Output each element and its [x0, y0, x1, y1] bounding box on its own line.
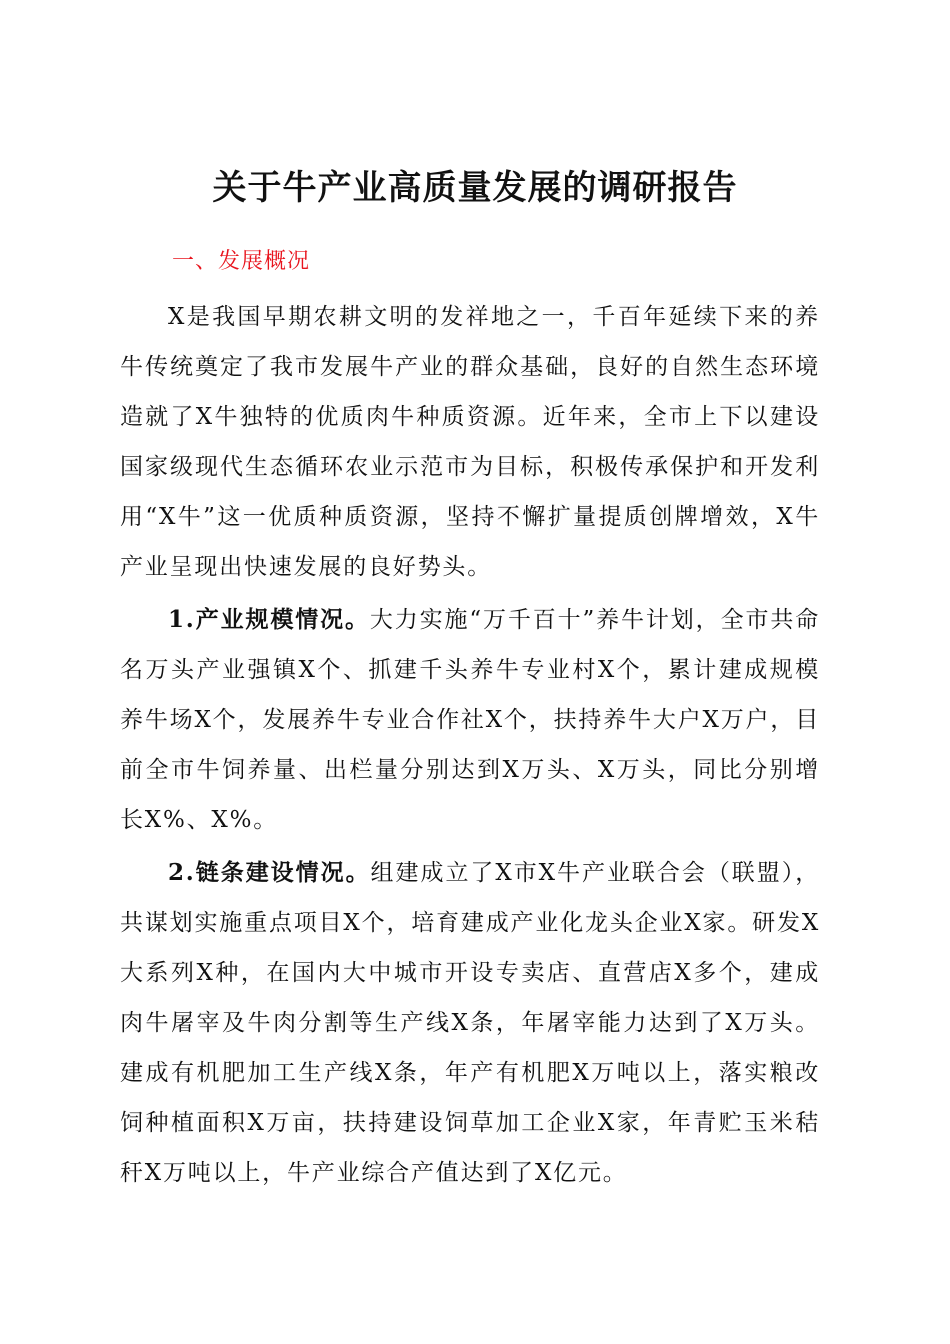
paragraph-chain-construction	[120, 848, 820, 1198]
paragraph-industry-scale	[120, 595, 820, 845]
document-body	[120, 292, 820, 1198]
paragraph-industry-scale-lead: 1.产业规模情况。	[168, 606, 370, 633]
paragraph-chain-construction-lead: 2.链条建设情况。	[168, 859, 371, 886]
paragraph-intro	[120, 292, 820, 592]
section-heading: 一、发展概况	[172, 249, 311, 274]
paragraph-intro-text: X是我国早期农耕文明的发祥地之一，千百年延续下来的养牛传统奠定了我市发展牛产业的群众基础，良好的自然生态环境造就了X牛独特的优质肉牛种质资源。近年来，全市上下以建设国家级现代生态循环农业示范市为目标，积极传承保护和开发利用“X牛”这一优质种质资源，坚持不懈扩量提质创牌增效，X牛产业呈现出快速发展的良好势头。	[120, 304, 820, 580]
paragraph-industry-scale-text: 大力实施“万千百十”养牛计划，全市共命名万头产业强镇X个、抓建千头养牛专业村X个，累计建成规模养牛场X个，发展养牛专业合作社X个，扶持养牛大户X万户，目前全市牛饲养量、出栏量分别达到X万头、X万头，同比分别增长X%、X%。	[120, 607, 821, 833]
paragraph-chain-construction-text: 组建成立了X市X牛产业联合会（联盟），共谋划实施重点项目X个，培育建成产业化龙头企业X家。研发X大系列X种，在国内大中城市开设专卖店、直营店X多个，建成肉牛屠宰及牛肉分割等生产线X条，年屠宰能力达到了X万头。建成有机肥加工生产线X条，年产有机肥X万吨以上，落实粮改饲种植面积X万亩，扶持建设饲草加工企业X家，年青贮玉米秸秆X万吨以上，牛产业综合产值达到了X亿元。	[120, 860, 820, 1186]
document-title: 关于牛产业高质量发展的调研报告	[212, 168, 738, 208]
